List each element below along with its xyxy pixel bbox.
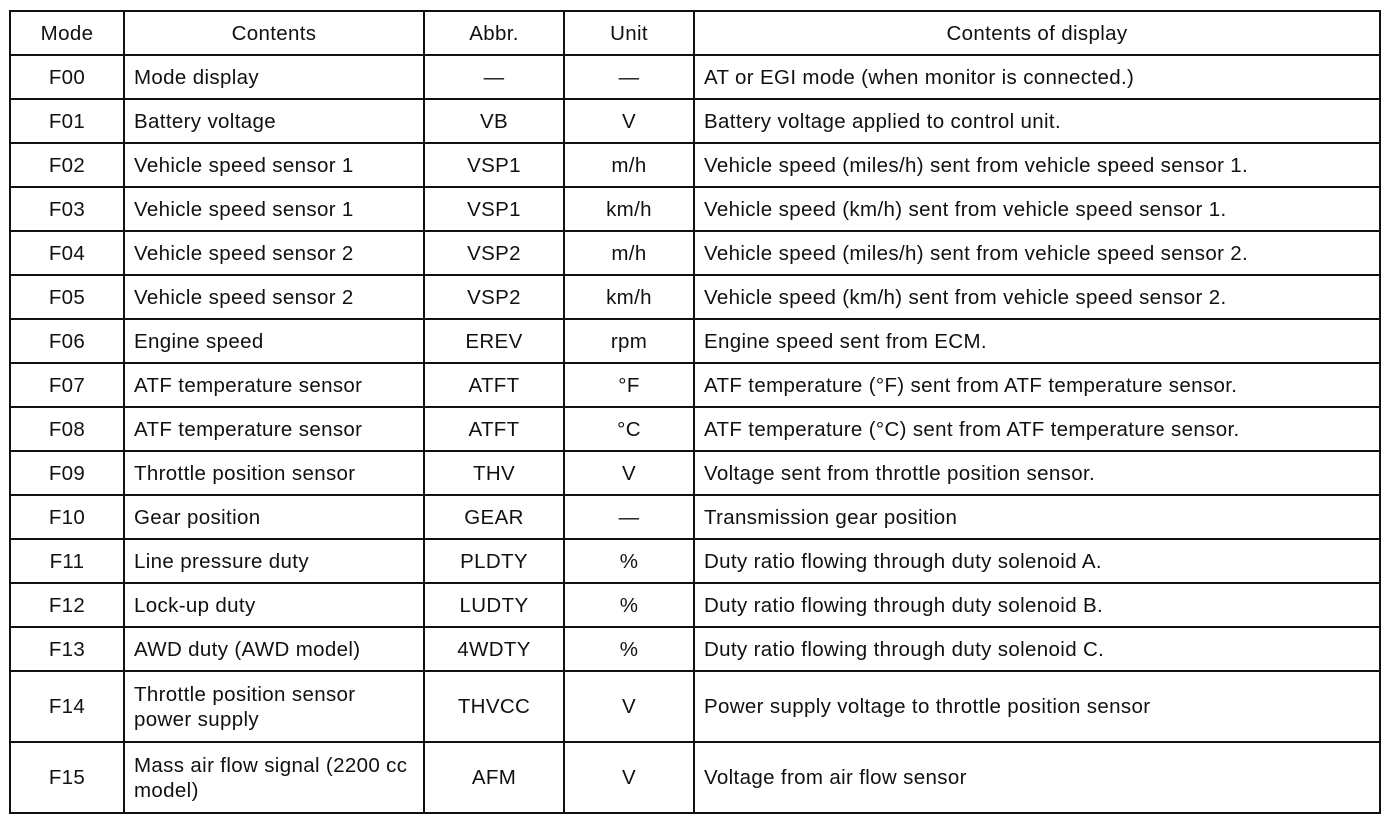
cell-unit: V: [564, 99, 694, 143]
cell-abbr: —: [424, 55, 564, 99]
cell-unit: V: [564, 742, 694, 813]
table-row: [10, 275, 1380, 319]
table-row: [10, 451, 1380, 495]
cell-mode: F12: [10, 583, 124, 627]
cell-display: ATF temperature (°C) sent from ATF temperature sensor.: [694, 407, 1380, 451]
cell-unit: km/h: [564, 187, 694, 231]
table-row: [10, 363, 1380, 407]
table-row: [10, 319, 1380, 363]
cell-mode: F01: [10, 99, 124, 143]
cell-mode: F06: [10, 319, 124, 363]
cell-contents: AWD duty (AWD model): [124, 627, 424, 671]
table-row: [10, 231, 1380, 275]
cell-display: Voltage sent from throttle position sensor.: [694, 451, 1380, 495]
cell-abbr: VSP1: [424, 187, 564, 231]
cell-unit: —: [564, 495, 694, 539]
table-row: [10, 742, 1380, 813]
table-row: [10, 187, 1380, 231]
table-body: [10, 55, 1380, 813]
cell-abbr: GEAR: [424, 495, 564, 539]
cell-unit: %: [564, 583, 694, 627]
cell-mode: F02: [10, 143, 124, 187]
cell-display: ATF temperature (°F) sent from ATF temperature sensor.: [694, 363, 1380, 407]
cell-mode: F11: [10, 539, 124, 583]
cell-abbr: VSP2: [424, 275, 564, 319]
cell-unit: V: [564, 451, 694, 495]
cell-mode: F00: [10, 55, 124, 99]
cell-unit: —: [564, 55, 694, 99]
cell-mode: F14: [10, 671, 124, 742]
header-abbr: Abbr.: [424, 11, 564, 55]
cell-unit: °C: [564, 407, 694, 451]
cell-mode: F03: [10, 187, 124, 231]
cell-contents: Gear position: [124, 495, 424, 539]
header-mode: Mode: [10, 11, 124, 55]
cell-abbr: THVCC: [424, 671, 564, 742]
cell-unit: m/h: [564, 231, 694, 275]
table-row: [10, 55, 1380, 99]
cell-mode: F15: [10, 742, 124, 813]
cell-mode: F05: [10, 275, 124, 319]
cell-contents: ATF temperature sensor: [124, 363, 424, 407]
cell-contents: Vehicle speed sensor 1: [124, 143, 424, 187]
cell-abbr: ATFT: [424, 407, 564, 451]
cell-abbr: PLDTY: [424, 539, 564, 583]
cell-mode: F09: [10, 451, 124, 495]
cell-mode: F04: [10, 231, 124, 275]
cell-contents: ATF temperature sensor: [124, 407, 424, 451]
table-row: [10, 671, 1380, 742]
header-unit: Unit: [564, 11, 694, 55]
cell-unit: km/h: [564, 275, 694, 319]
cell-contents: Battery voltage: [124, 99, 424, 143]
cell-contents: Lock-up duty: [124, 583, 424, 627]
table-row: [10, 539, 1380, 583]
cell-display: Power supply voltage to throttle position sensor: [694, 671, 1380, 742]
cell-display: Duty ratio flowing through duty solenoid B.: [694, 583, 1380, 627]
cell-abbr: THV: [424, 451, 564, 495]
cell-display: Vehicle speed (km/h) sent from vehicle speed sensor 1.: [694, 187, 1380, 231]
cell-contents: Mass air flow signal (2200 cc model): [124, 742, 424, 813]
cell-unit: m/h: [564, 143, 694, 187]
header-contents: Contents: [124, 11, 424, 55]
table-row: [10, 627, 1380, 671]
cell-abbr: LUDTY: [424, 583, 564, 627]
cell-unit: V: [564, 671, 694, 742]
cell-display: Transmission gear position: [694, 495, 1380, 539]
cell-unit: rpm: [564, 319, 694, 363]
cell-abbr: 4WDTY: [424, 627, 564, 671]
cell-unit: °F: [564, 363, 694, 407]
cell-mode: F07: [10, 363, 124, 407]
table-row: [10, 143, 1380, 187]
cell-contents: Mode display: [124, 55, 424, 99]
cell-contents: Vehicle speed sensor 2: [124, 231, 424, 275]
cell-display: Battery voltage applied to control unit.: [694, 99, 1380, 143]
cell-mode: F10: [10, 495, 124, 539]
cell-display: Duty ratio flowing through duty solenoid A.: [694, 539, 1380, 583]
cell-abbr: EREV: [424, 319, 564, 363]
cell-display: Duty ratio flowing through duty solenoid C.: [694, 627, 1380, 671]
table-row: [10, 583, 1380, 627]
cell-mode: F13: [10, 627, 124, 671]
cell-display: AT or EGI mode (when monitor is connected.): [694, 55, 1380, 99]
table-header: [10, 11, 1380, 55]
cell-abbr: ATFT: [424, 363, 564, 407]
cell-contents: Vehicle speed sensor 1: [124, 187, 424, 231]
header-row: [10, 11, 1380, 55]
cell-abbr: AFM: [424, 742, 564, 813]
cell-abbr: VSP1: [424, 143, 564, 187]
table-row: [10, 407, 1380, 451]
cell-contents: Vehicle speed sensor 2: [124, 275, 424, 319]
cell-unit: %: [564, 627, 694, 671]
table-row: [10, 495, 1380, 539]
cell-contents: Throttle position sensor power supply: [124, 671, 424, 742]
cell-unit: %: [564, 539, 694, 583]
cell-mode: F08: [10, 407, 124, 451]
cell-abbr: VB: [424, 99, 564, 143]
cell-contents: Throttle position sensor: [124, 451, 424, 495]
cell-display: Vehicle speed (km/h) sent from vehicle speed sensor 2.: [694, 275, 1380, 319]
cell-display: Voltage from air flow sensor: [694, 742, 1380, 813]
table-row: [10, 99, 1380, 143]
cell-display: Vehicle speed (miles/h) sent from vehicle speed sensor 1.: [694, 143, 1380, 187]
mode-table: [9, 10, 1381, 814]
cell-display: Vehicle speed (miles/h) sent from vehicle speed sensor 2.: [694, 231, 1380, 275]
cell-display: Engine speed sent from ECM.: [694, 319, 1380, 363]
header-display: Contents of display: [694, 11, 1380, 55]
cell-contents: Engine speed: [124, 319, 424, 363]
cell-abbr: VSP2: [424, 231, 564, 275]
cell-contents: Line pressure duty: [124, 539, 424, 583]
